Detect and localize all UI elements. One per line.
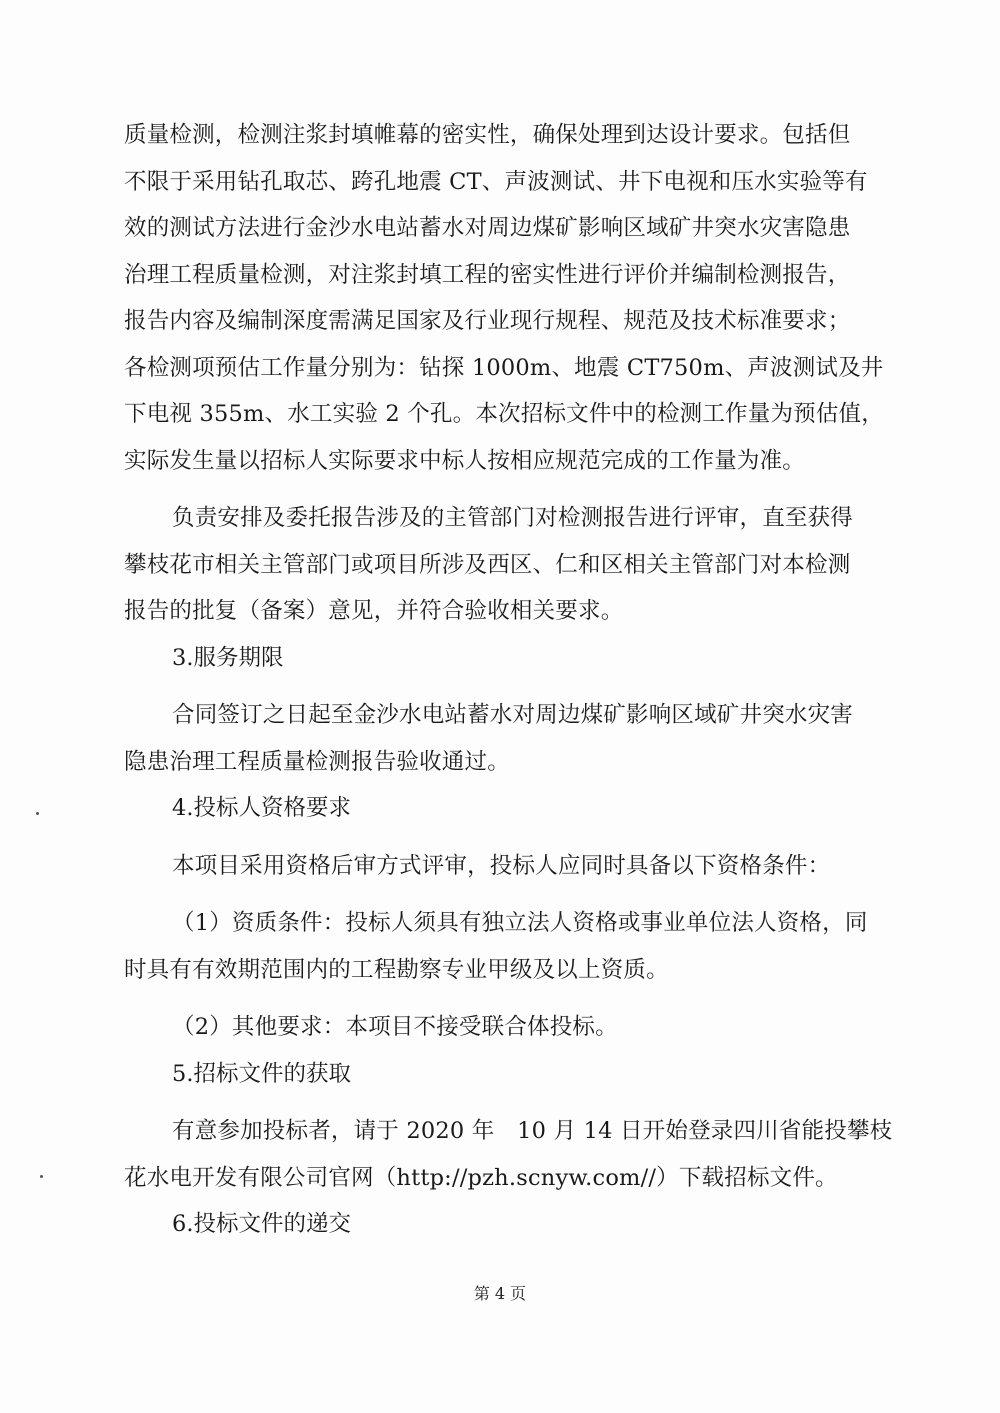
text-line: （1）资质条件：投标人须具有独立法人资格或事业单位法人资格，同 bbox=[172, 910, 868, 936]
text-line: 报告的批复（备案）意见，并符合验收相关要求。 bbox=[124, 598, 624, 624]
text-line: 合同签订之日起至金沙水电站蓄水对周边煤矿影响区域矿井突水灾害 bbox=[172, 702, 854, 728]
document-body bbox=[124, 112, 893, 1248]
text-line: （2）其他要求：本项目不接受联合体投标。 bbox=[172, 1014, 618, 1040]
text-line: 攀枝花市相关主管部门或项目所涉及西区、仁和区相关主管部门对本检测 bbox=[124, 551, 851, 578]
page-number: 第 4 页 bbox=[473, 1284, 527, 1303]
text-line: 治理工程质量检测，对注浆封填工程的密实性进行评价并编制检测报告， bbox=[124, 261, 851, 288]
paragraph-qualification-condition-1 bbox=[124, 900, 884, 993]
text-line: 隐患治理工程质量检测报告验收通过。 bbox=[124, 748, 510, 775]
text-line: 下电视 355m、水工实验 2 个孔。本次招标文件中的检测工作量为预估值， bbox=[124, 401, 884, 427]
section-heading-service-period: 3.服务期限 bbox=[172, 644, 284, 671]
text-line: 花水电开发有限公司官网（http://pzh.scnyw.com//）下载招标文件。 bbox=[124, 1164, 838, 1191]
text-line: 有意参加投标者，请于 2020 年 10 月 14 日开始登录四川省能投攀枝 bbox=[172, 1118, 893, 1144]
paragraph-qualification-intro bbox=[124, 843, 884, 890]
paragraph-quality-inspection bbox=[124, 112, 884, 484]
paragraph-qualification-condition-2 bbox=[124, 1004, 884, 1051]
text-line: 质量检测，检测注浆封填帷幕的密实性，确保处理到达设计要求。包括但 bbox=[124, 122, 851, 148]
scan-speck bbox=[36, 812, 39, 815]
text-line: 各检测项预估工作量分别为：钻探 1000m、地震 CT750m、声波测试及井 bbox=[124, 354, 884, 381]
text-line: 时具有有效期范围内的工程勘察专业甲级及以上资质。 bbox=[124, 956, 669, 983]
paragraph-obtain-documents bbox=[124, 1108, 893, 1201]
scan-speck bbox=[40, 1175, 43, 1178]
text-line: 报告内容及编制深度需满足国家及行业现行规程、规范及技术标准要求； bbox=[124, 308, 851, 334]
text-line: 负责安排及委托报告涉及的主管部门对检测报告进行评审，直至获得 bbox=[172, 505, 854, 531]
section-heading-bidder-qualification: 4.投标人资格要求 bbox=[172, 795, 351, 821]
text-line: 效的测试方法进行金沙水电站蓄水对周边煤矿影响区域矿井突水灾害隐患 bbox=[124, 215, 851, 241]
section-heading-obtain-documents: 5.招标文件的获取 bbox=[172, 1060, 351, 1087]
text-line: 不限于采用钻孔取芯、跨孔地震 CT、声波测试、井下电视和压水实验等有 bbox=[124, 168, 868, 195]
text-line: 实际发生量以招标人实际要求中标人按相应规范完成的工作量为准。 bbox=[124, 447, 806, 474]
paragraph-review-responsibility bbox=[124, 495, 884, 635]
paragraph-service-period bbox=[124, 692, 884, 785]
text-line: 本项目采用资格后审方式评审，投标人应同时具备以下资格条件： bbox=[172, 852, 831, 879]
section-heading-submit-bids: 6.投标文件的递交 bbox=[172, 1211, 351, 1237]
